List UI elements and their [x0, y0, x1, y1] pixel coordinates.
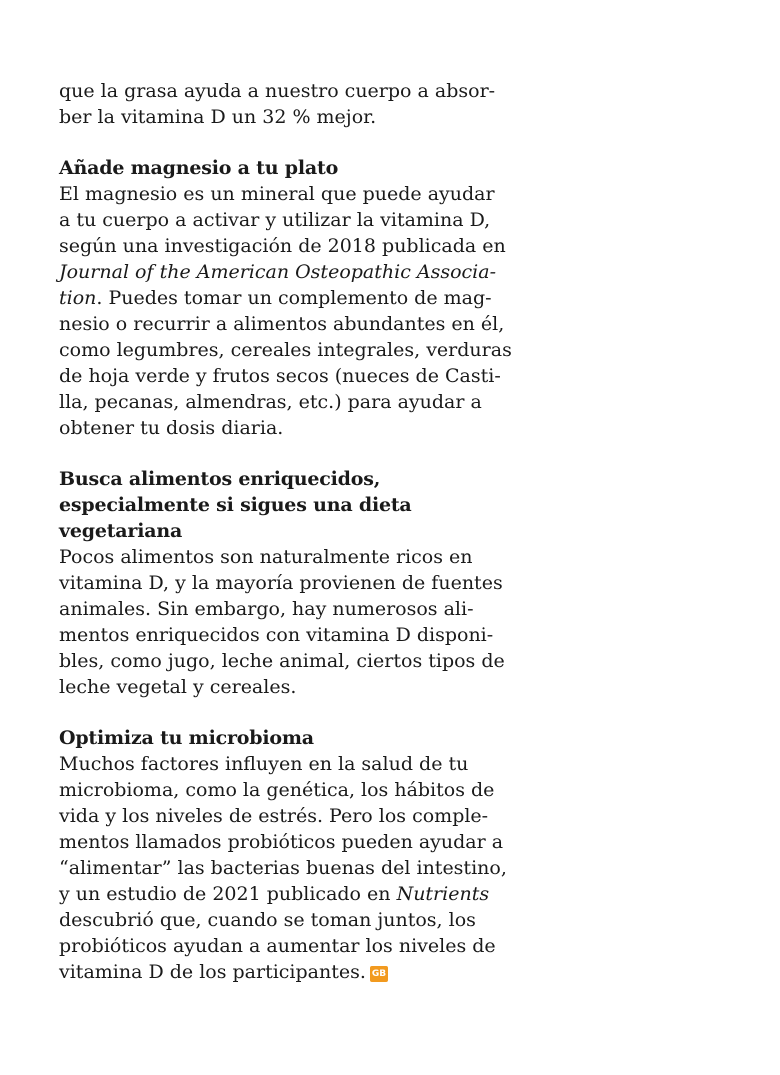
end-of-article-badge: GB — [370, 966, 388, 982]
section-body — [59, 544, 505, 700]
text-line: de hoja verde y frutos secos (nueces de Casti- — [59, 365, 501, 387]
section-enriquecidos — [59, 466, 505, 700]
section-body — [59, 181, 512, 441]
text-line: mentos enriquecidos con vitamina D disponi- — [59, 624, 494, 646]
text-line: Pocos alimentos son naturalmente ricos en — [59, 546, 473, 568]
section-heading — [59, 725, 499, 751]
journal-title-italic: Nutrients — [396, 883, 490, 905]
text-line: animales. Sin embargo, hay numerosos ali- — [59, 598, 474, 620]
section-body — [59, 751, 507, 985]
section-heading — [59, 155, 499, 181]
text-fragment: vitamina D de los participantes. — [59, 961, 366, 983]
section-heading — [59, 466, 499, 544]
text-line: leche vegetal y cereales. — [59, 676, 297, 698]
section-microbioma — [59, 725, 507, 985]
text-fragment: y un estudio de 2021 publicado en — [59, 883, 397, 905]
text-line — [59, 959, 499, 985]
text-line: mentos llamados probióticos pueden ayudar a — [59, 831, 504, 853]
text-line: como legumbres, cereales integrales, verduras — [59, 339, 512, 361]
text-line: vida y los niveles de estrés. Pero los comple- — [59, 805, 489, 827]
text-line: bles, como jugo, leche animal, ciertos tipos de — [59, 650, 505, 672]
heading-line: Optimiza tu microbioma — [59, 727, 314, 749]
text-fragment: . Puedes tomar un complemento de mag- — [96, 287, 492, 309]
intro-paragraph — [59, 78, 499, 130]
text-line: probióticos ayudan a aumentar los niveles de — [59, 935, 496, 957]
text-line: vitamina D, y la mayoría provienen de fuentes — [59, 572, 503, 594]
heading-line: especialmente si sigues una dieta — [59, 494, 412, 516]
text-line — [59, 881, 499, 907]
text-line: “alimentar” las bacterias buenas del intestino, — [59, 857, 507, 879]
text-line: El magnesio es un mineral que puede ayudar — [59, 183, 495, 205]
text-line: obtener tu dosis diaria. — [59, 417, 284, 439]
text-column — [59, 78, 512, 985]
text-line: a tu cuerpo a activar y utilizar la vitamina D, — [59, 209, 491, 231]
text-line: ber la vitamina D un 32 % mejor. — [59, 106, 377, 128]
text-line: Muchos factores influyen en la salud de tu — [59, 753, 469, 775]
text-line: descubrió que, cuando se toman juntos, los — [59, 909, 476, 931]
journal-title-line — [59, 259, 499, 285]
text-line — [59, 285, 499, 311]
heading-line: Busca alimentos enriquecidos, — [59, 468, 381, 490]
heading-line: vegetariana — [59, 520, 183, 542]
text-line: lla, pecanas, almendras, etc.) para ayudar a — [59, 391, 482, 413]
journal-title-italic: tion — [59, 287, 97, 309]
text-line: que la grasa ayuda a nuestro cuerpo a absor- — [59, 80, 496, 102]
section-magnesio — [59, 155, 512, 441]
heading-line: Añade magnesio a tu plato — [59, 157, 339, 179]
text-line: nesio o recurrir a alimentos abundantes en él, — [59, 313, 505, 335]
journal-title-italic: Journal of the American Osteopathic Associa- — [59, 261, 496, 283]
text-line: según una investigación de 2018 publicada en — [59, 235, 506, 257]
text-line: microbioma, como la genética, los hábitos de — [59, 779, 495, 801]
